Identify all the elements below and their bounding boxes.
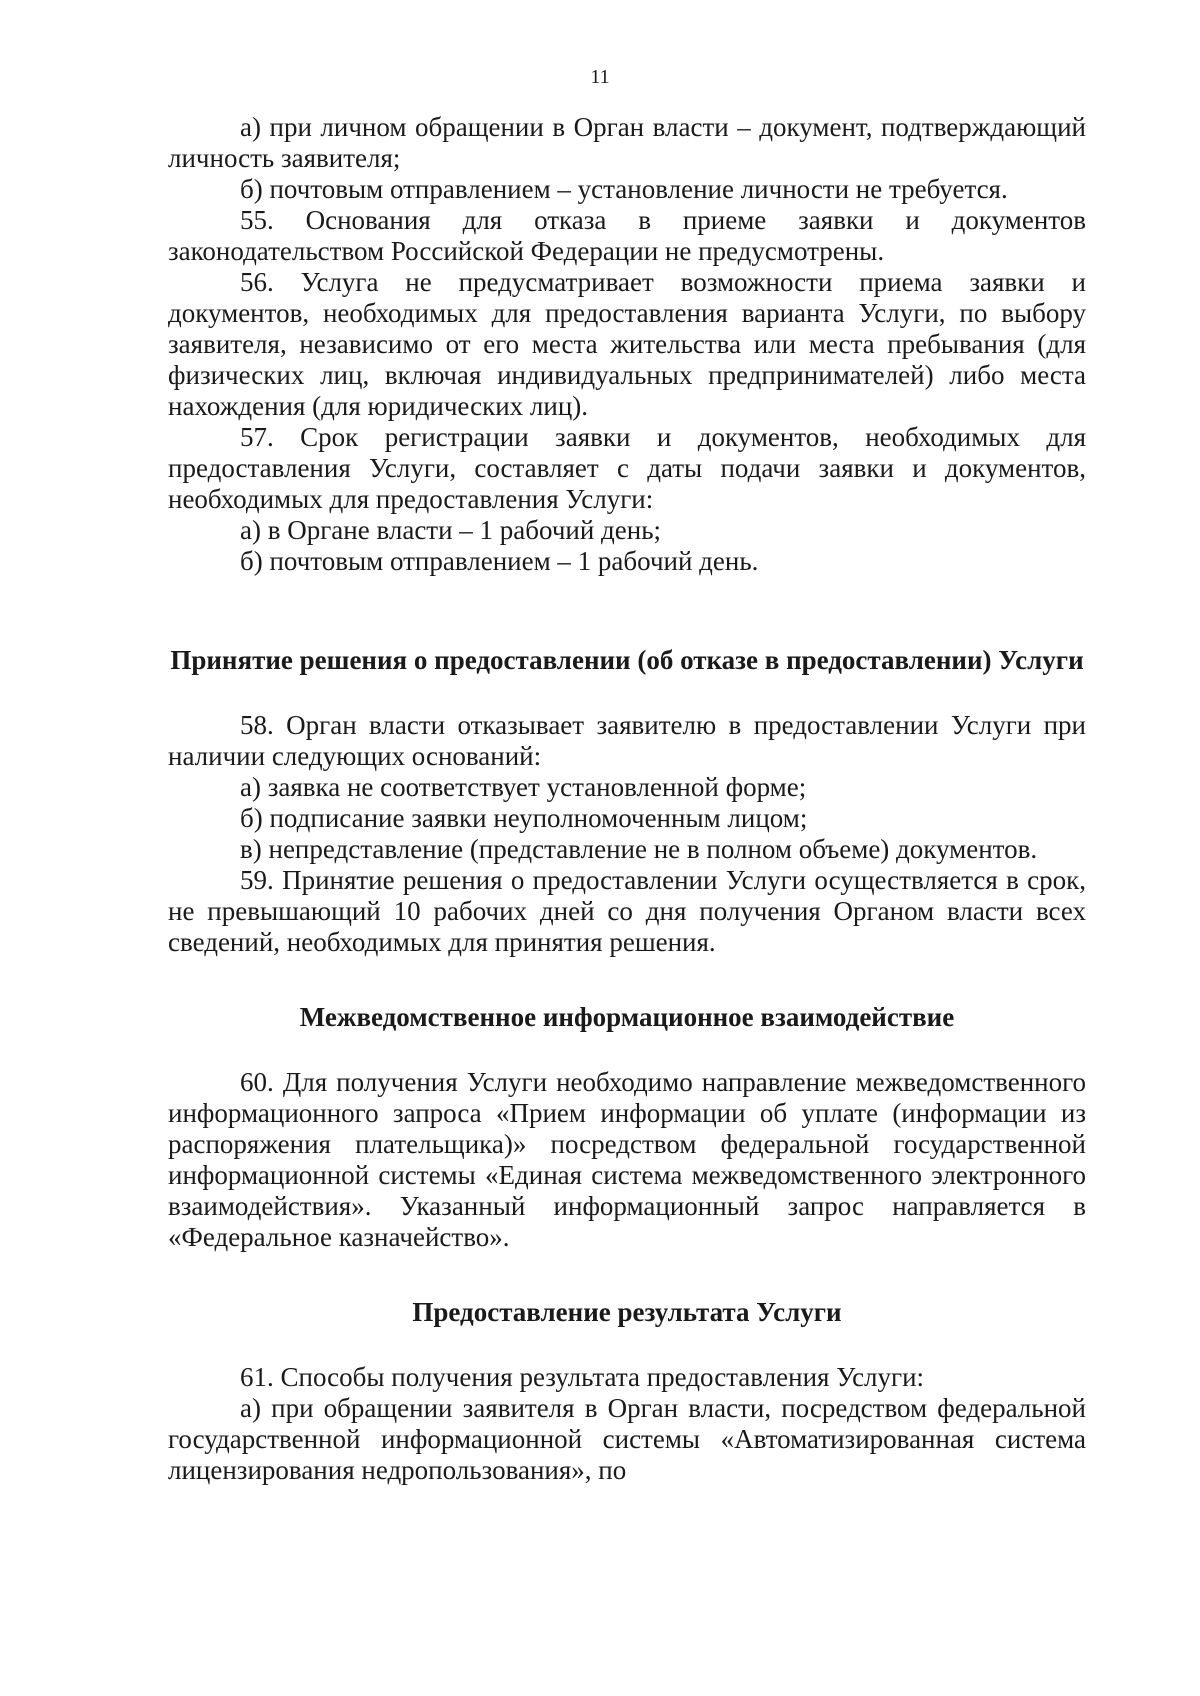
section-heading-interagency: Межведомственное информационное взаимодействие [299,1002,955,1032]
paragraph-b-postal: б) почтовым отправлением – установление личности не требуется. [240,174,1008,204]
paragraph-61: 61. Способы получения результата предоставления Услуги: [240,1362,925,1392]
paragraph-56: 56. Услуга не предусматривает возможности приема заявки и документов, необходимых для предоставления варианта Услуги, по выбору заявителя, независимо от его места жительства или места пребывания (для физических лиц, включая индивидуальных предпринимателей) либо места нахождения (для юридических лиц). [168,267,1086,421]
paragraph-58: 58. Орган власти отказывает заявителю в предоставлении Услуги при наличии следующих оснований: [168,710,1086,771]
paragraph-58-v: в) непредставление (представление не в полном объеме) документов. [240,834,1038,864]
paragraph-57-b: б) почтовым отправлением – 1 рабочий день. [240,546,759,576]
document-body [168,112,1086,1486]
paragraph-a-personal-visit: а) при личном обращении в Орган власти – документ, подтверждающий личность заявителя; [168,112,1086,173]
section-heading-decision: Принятие решения о предоставлении (об отказе в предоставлении) Услуги [170,645,1084,675]
paragraph-60: 60. Для получения Услуги необходимо направление межведомственного информационного запроса «Прием информации об уплате (информации из распоряжения плательщика)» посредством федеральной государственной информационной системы «Единая система межведомственного электронного взаимодействия». Указанный информационный запрос направляется в «Федеральное казначейство». [168,1067,1086,1252]
paragraph-61-a: а) при обращении заявителя в Орган власти, посредством федеральной государственной информационной системы «Автоматизированная система лицензирования недропользования», по [168,1393,1086,1485]
paragraph-58-b: б) подписание заявки неуполномоченным лицом; [240,803,808,833]
paragraph-57-a: а) в Органе власти – 1 рабочий день; [240,515,662,545]
page-number: 11 [590,66,610,88]
paragraph-58-a: а) заявка не соответствует установленной форме; [240,772,807,802]
section-heading-result: Предоставление результата Услуги [412,1297,842,1327]
paragraph-59: 59. Принятие решения о предоставлении Услуги осуществляется в срок, не превышающий 10 рабочих дней со дня получения Органом власти всех сведений, необходимых для принятия решения. [168,865,1086,957]
paragraph-57: 57. Срок регистрации заявки и документов, необходимых для предоставления Услуги, составляет с даты подачи заявки и документов, необходимых для предоставления Услуги: [168,422,1086,514]
paragraph-55: 55. Основания для отказа в приеме заявки и документов законодательством Российской Федерации не предусмотрены. [168,205,1086,266]
